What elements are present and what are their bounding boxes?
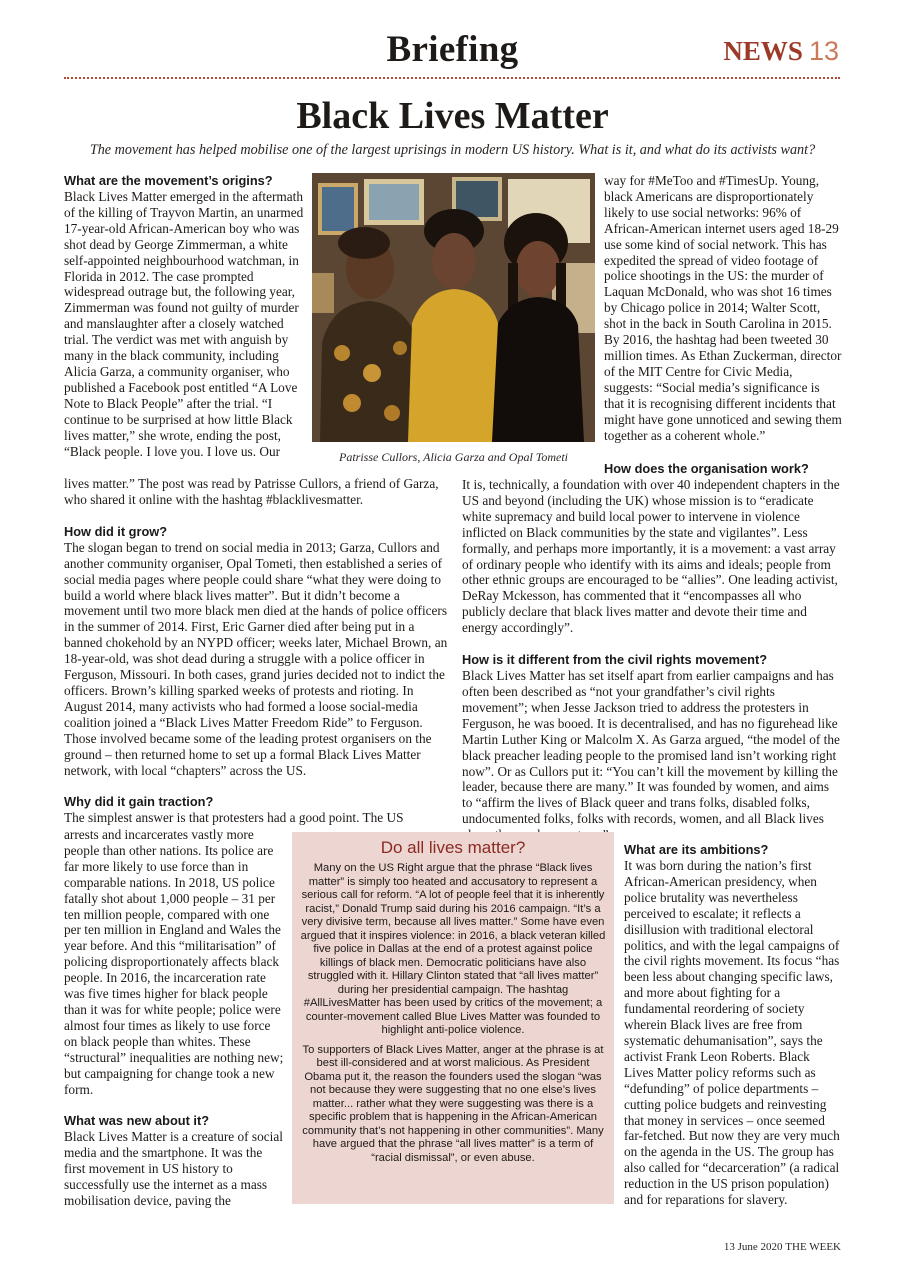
boxout-para-1: Many on the US Right argue that the phrase “Black lives matter” is simply too heated and accusatory to represent a serious call for reform. “A lot of people feel that it is inherently racist,” Donald Trump said during his 2016 campaign. “It’s a very divisive term, because all lives matter.” Some have even argued that it inspires violence: in 2016, a black veteran killed five police in Dallas at the end of a protest against police killings of black men. Democratic politicians have also struggled with it. Hillary Clinton stated that “all lives matter” during her presidential campaign. The hashtag #AllLivesMatter has been used by critics of the movement; a counter-movement called Blue Lives Matter was founded to highlight anti-police violence. bbox=[300, 862, 606, 1036]
column-right-top bbox=[604, 173, 842, 443]
origins-text-cont: lives matter.” The post was read by Patrisse Cullors, a friend of Garza, who shared it online with the hashtag #blacklivesmatter. bbox=[64, 476, 439, 507]
photo-illustration bbox=[312, 173, 595, 442]
article-standfirst: The movement has helped mobilise one of the largest uprisings in modern US history. What is it, and what do its activists want? bbox=[89, 142, 816, 158]
boxout-title: Do all lives matter? bbox=[380, 838, 526, 857]
boxout-all-lives-matter bbox=[292, 832, 614, 1204]
page-header-title: Briefing bbox=[386, 29, 519, 70]
traction-text-first: The simplest answer is that protesters had a good point. The US bbox=[64, 810, 404, 826]
page-number: 13 bbox=[808, 36, 839, 66]
column-left-bottom bbox=[64, 827, 284, 1209]
column-left-top bbox=[64, 173, 304, 459]
grow-text: The slogan began to trend on social media in 2013; Garza, Cullors and another community organiser, Opal Tometi, then established a series of social media pages where people could share “what they were doing to build a world where black lives matter”. But it didn’t become a movement until two more black men died at the hands of police officers in the summer of 2014. First, Eric Garner died after being put in a banned chokehold by an NYPD officer; weeks later, Michael Brown, an 18-year-old, was shot dead during a struggle with a police officer in Ferguson, Missouri. In both cases, grand juries decided not to indict the officers. Brown’s killing sparked weeks of protests and rioting. In August 2014, many activists who had formed a loose social-media coalition joined a “Black Lives Matter Freedom Ride” to Ferguson. Those involved became some of the leading protest organisers on the ground – then returned home to set up a formal Black Lives Matter network, with local “chapters” across the US. bbox=[64, 539, 448, 778]
heading-traction: Why did it gain traction? bbox=[64, 794, 214, 810]
heading-grow: How did it grow? bbox=[64, 523, 168, 539]
heading-civil-rights: How is it different from the civil rights movement? bbox=[462, 652, 768, 668]
right-top-text: way for #MeToo and #TimesUp. Young, black Americans are disproportionately likely to use social networks: 96% of African-American internet users aged 18-29 use some kind of social network. This has expedited the spread of video footage of police shootings in the US: the murder of Laquan McDonald, who was shot 16 times by Chicago police in 2014; Walter Scott, shot in the back in South Carolina in 2015. By 2016, the hashtag had been tweeted 30 million times. As Ethan Zuckerman, director of the MIT Centre for Civic Media, suggests: “Social media’s significance is that it is recognising different incidents that might have gone unnoticed and sewing them together as a coherent whole.” bbox=[604, 173, 842, 443]
page-footer bbox=[724, 1241, 841, 1253]
footer-date: 13 June 2020 bbox=[723, 1241, 783, 1253]
heading-new: What was new about it? bbox=[64, 1113, 210, 1129]
boxout-para-2: To supporters of Black Lives Matter, anger at the phrase is at best ill-considered and at worst malicious. As President Obama put it, the reason the founders used the slogan “was not because they were suggesting that no one else’s lives matter... rather what they were suggesting was there is a specific problem that is happening in the African-American community that’s not happening in other communities”. Many have argued that the phrase “all lives matter” is a term of “racial dismissal”, or even abuse. bbox=[302, 1043, 604, 1164]
column-right-bottom bbox=[624, 842, 842, 1208]
column-left-mid bbox=[64, 476, 452, 826]
origins-text: Black Lives Matter emerged in the aftermath of the killing of Trayvon Martin, an unarmed 17-year-old African-American boy who was shot dead by George Zimmerman, a white self-appointed neighbourhood watchman, in Florida in 2012. The case prompted widespread outrage but, the following year, Zimmerman was found not guilty of murder and manslaughter after a closely watched trial. The verdict was met with anguish by many in the black community, including Alicia Garza, a community organiser, who published a Facebook post entitled “A Love Note to Black People” after the trial. “I continue to be surprised at how little Black lives matter,” she wrote, ending the post, “Black people. I love you. I love us. Our bbox=[64, 189, 304, 459]
section-label bbox=[723, 36, 839, 67]
traction-text: arrests and incarcerates vastly more people than other nations. Its police are far more likely to use force than in comparable nations. In 2018, US police fatally shot about 1,000 people – 31 per ten million people, compared with one per ten million in England and Wales the year before. And this “militarisation” of policing disproportionately affects black people. In 2016, the incarceration rate was five times higher for black people than it was for white people; police were almost four times as likely to use force on black people than whites. These “structural” inequalities are nothing new; but campaigning for change took a new form. bbox=[64, 827, 284, 1097]
column-right-mid bbox=[462, 461, 842, 843]
new-text: Black Lives Matter is a creature of social media and the smartphone. It was the first movement in US history to successfully use the internet as a mass mobilisation device, paving the bbox=[64, 1129, 283, 1209]
heading-ambitions: What are its ambitions? bbox=[624, 842, 769, 857]
ambitions-text: It was born during the nation’s first African-American presidency, when police brutality was nevertheless perceived to escalate; it reflects a disillusion with traditional electoral politics, and with the legal campaigns of the civil rights movement. Its focus “has been less about changing specific laws, and more about fighting for a fundamental reordering of society wherein Black lives are free from systematic dehumanisation”, says the activist Frank Leon Roberts. Black Lives Matter policy reforms such as “defunding” of police departments – cutting police budgets and reinvesting that money in services – once seemed far-fetched. But now they are very much on the agenda in the US. The group has also called for “decarceration” (a radical reduction in the US prison population) and for reparations for slavery. bbox=[624, 858, 840, 1208]
heading-origins: What are the movement’s origins? bbox=[64, 173, 273, 188]
organisation-text: It is, technically, a foundation with over 40 independent chapters in the US and beyond (including the UK) whose mission is to “eradicate white supremacy and build local power to intervene in violence inflicted on Black communities by the state and vigilantes”. Less formally, and perhaps more importantly, it is a movement: a vast array of ordinary people who identify with its aims and ideals; people from other ethnic groups are encouraged to be “allies”. One leading activist, DeRay Mckesson, has commented that it “encompasses all who publicly declare that black lives matter and devote their time and energy accordingly”. bbox=[462, 477, 840, 636]
civil-rights-text: Black Lives Matter has set itself apart from earlier campaigns and has often been described as “not your grandfather’s civil rights movement”; when Jesse Jackson tried to address the protesters in Ferguson, he was booed. It is decentralised, and has no figurehead like Martin Luther King or Malcolm X. As Garza argued, “the model of the black preacher leading people to the promised land isn’t working right now”. Or as Cullors put it: “You can’t kill the movement by killing the leader, because there are many.” It was founded by women, and aims to “affirm the lives of Black queer and trans folks, disabled folks, undocumented folks, folks with records, women, and all Black lives bbox=[462, 668, 840, 827]
article-headline: Black Lives Matter bbox=[296, 95, 609, 137]
activists-photo bbox=[312, 173, 595, 442]
footer-publication: THE WEEK bbox=[785, 1241, 841, 1253]
heading-organisation: How does the organisation work? bbox=[604, 461, 809, 476]
section-name: NEWS bbox=[723, 36, 803, 66]
header-divider bbox=[64, 77, 840, 79]
photo-caption: Patrisse Cullors, Alicia Garza and Opal Tometi bbox=[338, 450, 569, 464]
